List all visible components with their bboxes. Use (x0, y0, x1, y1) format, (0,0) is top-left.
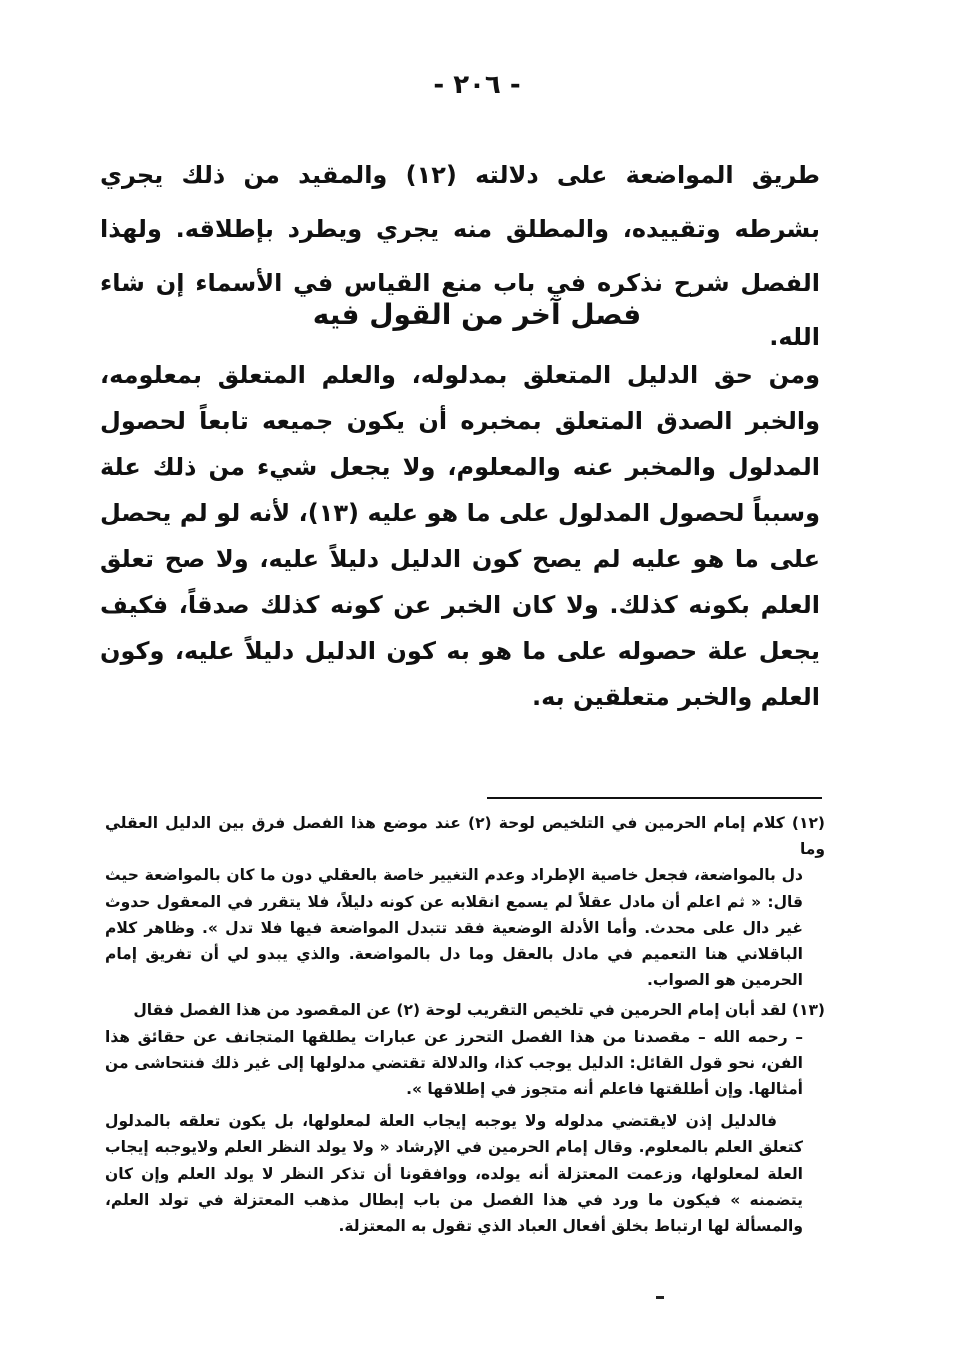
footnote-divider (487, 797, 822, 799)
intro-text: طريق المواضعة على دلالته (١٢) والمقيد من ذلك يجري بشرطه وتقييده، والمطلق منه يجري ويطرد بإطلاقه. ولهذا الفصل شرح نذكره في باب منع القياس في الأسماء إن شاء الله. (100, 161, 820, 351)
page-number: - ٢٠٦ - (433, 70, 521, 100)
footnote-12-number: (١٢) (791, 814, 825, 832)
footnote-13-number: (١٣) (791, 1001, 825, 1020)
section-body (100, 352, 820, 720)
intro-paragraph (100, 148, 820, 364)
footnote-13-first-line (105, 997, 825, 1023)
footnote-13-second-paragraph: فالدليل إذن لايقتضي مدلوله ولا يوجبه إيجاب العلة لمعلولها، بل يكون تعلقه بالمدلول كتعلق العلم بالمعلوم. وقال إمام الحرمين في الإرشاد « ولا يولد النظر العلم ولايوجبه إيجاب العلة لمعلولها، وزعمت المعتزلة أنه يولده، ووافقونا أن تذكر النظر لا يولد العلم وإن كان يتضمنه » فيكون ما ورد في هذا الفصل من باب إبطال مذهب المعتزلة في تولد العلم، والمسألة لها ارتباط بخلق أفعال العباد الذي تقول به المعتزلة. (105, 1112, 803, 1236)
footnote-12-line1: كلام إمام الحرمين في التلخيص لوحة (٢) عند موضع هذا الفصل فرق بين الدليل العقلي وما (105, 814, 825, 859)
footnotes (105, 810, 825, 1239)
footnote-12-first-line (105, 810, 825, 862)
footnote-13-line1: لقد أبان إمام الحرمين في تلخيص التقريب لوحة (٢) عن المقصود من هذا الفصل فقال (133, 1001, 787, 1020)
page-mark (656, 1296, 664, 1299)
footnote-12-body: دل بالمواضعة، فجعل خاصية الإطراد وعدم التغيير خاصة بالعقلي دون ما كان بالمواضعة حيث قال: « ثم اعلم أن مادل عقلاً لم يسمع انقلابه عن كونه دليلاً، فلا يتقرر في المعقول حدوث غير دال على محدث. وأما الأدلة الوضعية فقد تتبدل المواضعة فيها فلا تدل ». وظاهر كلام الباقلاني هنا التعميم في مادل بالعقل وما دل بالمواضعة. والذي يبدو لي أن تفريق إمام الحرمين هو الصواب. (105, 866, 803, 990)
section-body-text: ومن حق الدليل المتعلق بمدلوله، والعلم المتعلق بمعلومه، والخبر الصدق المتعلق بمخبره أن يكون جميعه تابعاً لحصول المدلول والمخبر عنه والمعلوم، ولا يجعل شيء من ذلك علة وسبباً لحصول المدلول على ما هو عليه (١٣)، لأنه لو لم يحصل على ما هو عليه لم يصح كون الدليل دليلاً عليه، ولا صح تعلق العلم بكونه كذلك. ولا كان الخبر عن كونه كذلك صدقاً، فكيف يجعل علة حصوله على ما هو به كون الدليل دليلاً عليه، وكون العلم والخبر متعلقين به. (100, 361, 820, 711)
section-heading: فصل آخر من القول فيه (312, 298, 642, 331)
footnote-13-body: – رحمه الله – مقصدنا من هذا الفصل التحرز عن عبارات يطلقها المتجانف عن حقائق هذا الفن، نحو قول القائل: الدليل يوجب كذا، والدلالة تقتضي مدلولها إلى غير ذلك فنتحاشى من أمثالها. وإن أطلقتها فاعلم أنه متجوز في إطلاقها ». (105, 1027, 803, 1099)
